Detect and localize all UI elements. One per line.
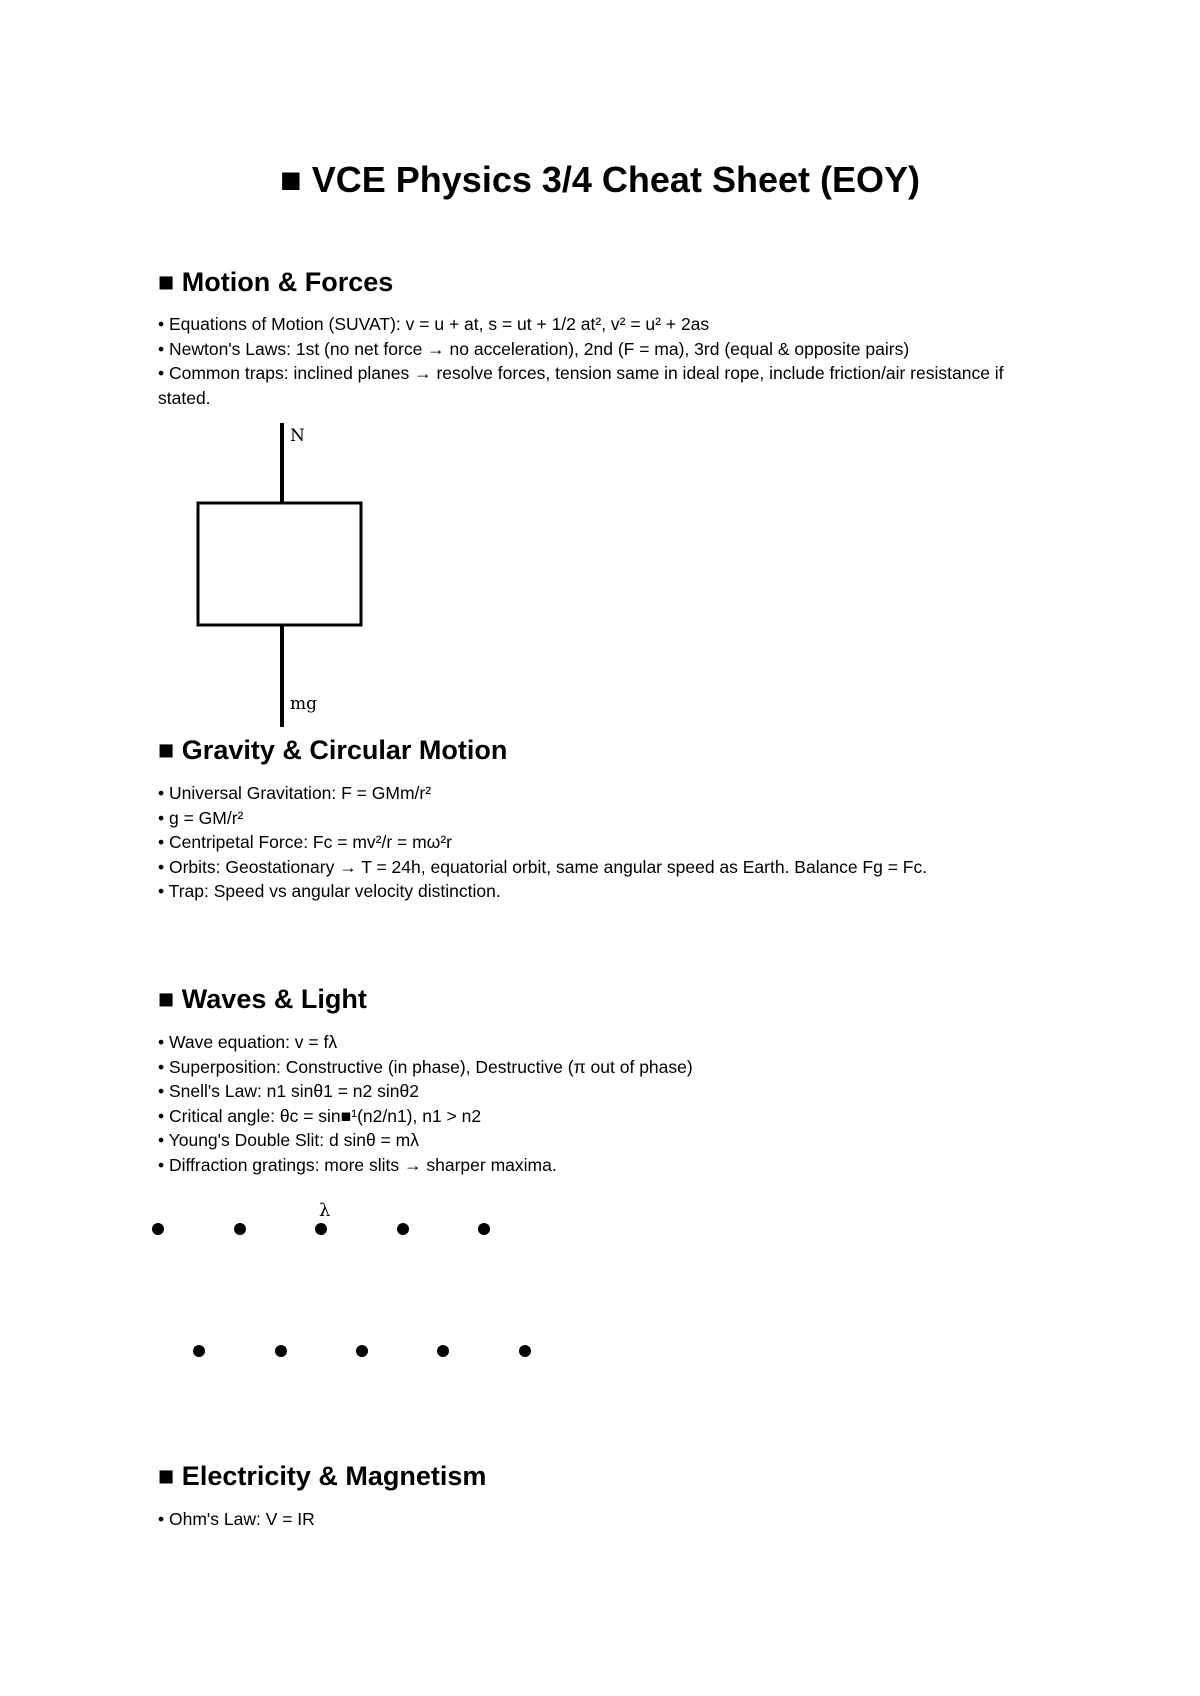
list-item: • Diffraction gratings: more slits → sharper maxima. [158, 1154, 557, 1175]
wavefront-row-top [152, 1223, 490, 1235]
list-item: • g = GM/r² [158, 807, 244, 828]
waves-list [158, 1030, 1058, 1177]
wave-point [519, 1345, 531, 1357]
list-item: • Superposition: Constructive (in phase), Destructive (π out of phase) [158, 1056, 693, 1077]
list-item: • Young's Double Slit: d sinθ = mλ [158, 1130, 419, 1150]
list-item: • Common traps: inclined planes → resolve forces, tension same in ideal rope, include friction/air resistance if stated. [158, 363, 1004, 408]
wave-point [193, 1345, 205, 1357]
wave-point [234, 1223, 246, 1235]
wave-point [356, 1345, 368, 1357]
section-heading-electricity-magnetism: ■ Electricity & Magnetism [158, 1461, 487, 1491]
list-item: • Universal Gravitation: F = GMm/r² [158, 783, 432, 803]
section-heading-gravity-circular-motion: ■ Gravity & Circular Motion [158, 735, 508, 765]
wave-point [152, 1223, 164, 1235]
list-item: • Centripetal Force: Fc = mv²/r = mω²r [158, 832, 453, 852]
list-item: • Wave equation: v = fλ [158, 1032, 338, 1052]
list-item: • Orbits: Geostationary → T = 24h, equatorial orbit, same angular speed as Earth. Balance Fg = Fc. [158, 856, 928, 877]
wave-point [397, 1223, 409, 1235]
section-heading-motion-forces: ■ Motion & Forces [158, 267, 394, 297]
list-item: • Ohm's Law: V = IR [158, 1509, 315, 1529]
list-item: • Equations of Motion (SUVAT): v = u + at, s = ut + 1/2 at², v² = u² + 2as [158, 314, 710, 334]
electricity-list [158, 1507, 1058, 1532]
list-item: • Snell's Law: n1 sinθ1 = n2 sinθ2 [158, 1081, 419, 1101]
gravity-list [158, 781, 1058, 904]
wave-point [437, 1345, 449, 1357]
wavelength-label: λ [319, 1200, 331, 1221]
block [198, 503, 361, 625]
wave-point [478, 1223, 490, 1235]
section-heading-waves-light: ■ Waves & Light [158, 984, 367, 1014]
motion-forces-list [158, 312, 1058, 410]
normal-force-label: N [290, 426, 305, 446]
weight-force-label: mg [290, 694, 318, 714]
wave-point [275, 1345, 287, 1357]
list-item: • Trap: Speed vs angular velocity distinction. [158, 881, 501, 901]
wave-point [315, 1223, 327, 1235]
list-item: • Newton's Laws: 1st (no net force → no acceleration), 2nd (F = ma), 3rd (equal & opposite pairs) [158, 338, 910, 359]
wavefront-row-bottom [193, 1345, 531, 1357]
page-title: ■ VCE Physics 3/4 Cheat Sheet (EOY) [280, 159, 920, 200]
list-item: • Critical angle: θc = sin■¹(n2/n1), n1 > n2 [158, 1105, 482, 1126]
